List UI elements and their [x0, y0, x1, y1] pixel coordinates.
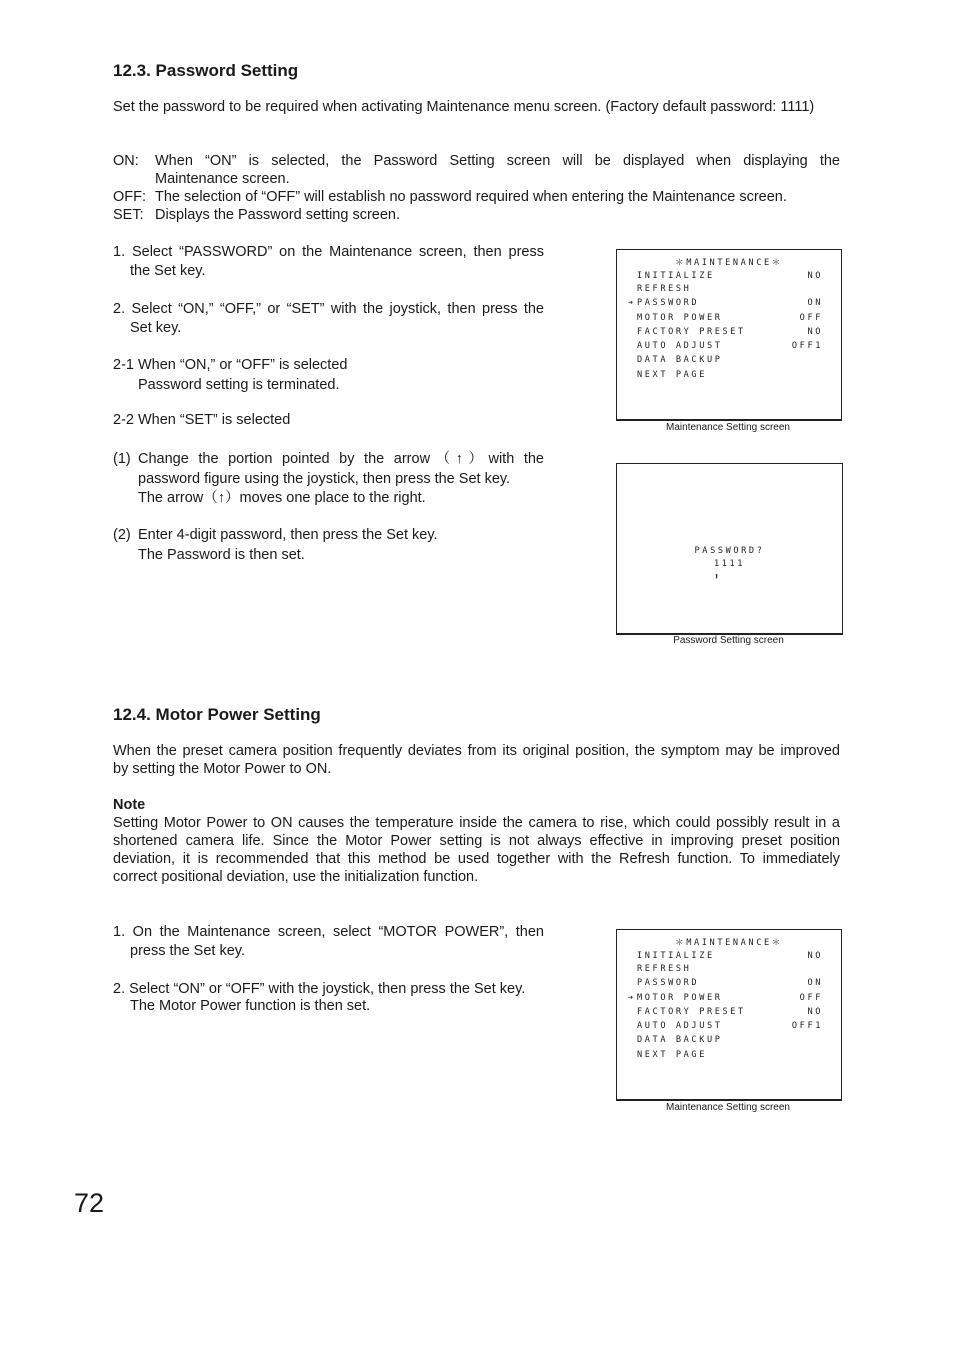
option-text-on-1: When “ON” is selected, the Password Setting screen will be displayed when displaying the — [155, 153, 840, 169]
cursor-arrow-icon: ⬆ — [714, 572, 720, 582]
menu-row-initialize — [637, 271, 823, 283]
motor-step-1-line-1: 1. On the Maintenance screen, select “MOTOR POWER”, then — [113, 924, 544, 940]
menu-row-factory-preset — [637, 327, 823, 339]
menu-value: NO — [807, 1007, 823, 1017]
step-2-line-2: Set key. — [130, 320, 182, 336]
menu-value: NO — [807, 951, 823, 961]
option-key-set: SET: — [113, 207, 144, 223]
menu-label: REFRESH — [637, 284, 692, 294]
menu-label: MOTOR POWER — [637, 313, 723, 323]
section-heading-password: 12.3. Password Setting — [113, 61, 299, 80]
maintenance-screen-motor-power — [616, 929, 842, 1101]
motor-intro-line-2: by setting the Motor Power to ON. — [113, 761, 332, 777]
step-1-line-1: 1. Select “PASSWORD” on the Maintenance screen, then press — [113, 244, 544, 260]
menu-row-motor-power — [637, 313, 823, 325]
motor-intro-line-1: When the preset camera position frequently deviates from its original position, the symptom may be improved — [113, 743, 840, 759]
note-title: Note — [113, 797, 146, 813]
password-intro: Set the password to be required when activating Maintenance menu screen. (Factory default password: 1111) — [113, 99, 815, 115]
substep-2-num: (2) — [113, 527, 131, 543]
menu-row-factory-preset — [637, 1007, 823, 1019]
substep-1-line-1: Change the portion pointed by the arrow（↑）with the — [138, 451, 544, 467]
menu-row-refresh — [637, 964, 823, 976]
option-text-off: The selection of “OFF” will establish no password required when entering the Maintenance screen. — [155, 189, 787, 205]
menu-value: OFF — [799, 313, 823, 323]
motor-step-1-line-2: press the Set key. — [130, 943, 245, 959]
screen-title: ＊MAINTENANCE＊ — [675, 258, 783, 268]
screen-caption: Password Setting screen — [673, 635, 784, 646]
substep-2-line-2: The Password is then set. — [138, 547, 305, 563]
password-setting-screen — [616, 463, 843, 635]
menu-label: AUTO ADJUST — [637, 1021, 723, 1031]
substep-1-line-3: The arrow（↑）moves one place to the right. — [138, 490, 426, 506]
step-2-line-1: 2. Select “ON,” “OFF,” or “SET” with the joystick, then press the — [113, 301, 544, 317]
menu-label: DATA BACKUP — [637, 1035, 723, 1045]
motor-step-2-line-2: The Motor Power function is then set. — [130, 998, 371, 1014]
substep-1-line-2: password figure using the joystick, then press the Set key. — [138, 471, 511, 487]
menu-row-auto-adjust — [637, 341, 823, 353]
menu-row-next-page — [637, 1050, 823, 1062]
menu-label: FACTORY PRESET — [637, 327, 746, 337]
menu-label: AUTO ADJUST — [637, 341, 723, 351]
page-number: 72 — [74, 1188, 105, 1218]
menu-value: ON — [807, 298, 823, 308]
option-key-off: OFF: — [113, 189, 147, 205]
note-line-2: shortened camera life. Since the Motor Power setting is not always effective in improving preset position — [113, 833, 840, 849]
menu-label: PASSWORD — [637, 298, 700, 308]
menu-value: OFF1 — [791, 1021, 823, 1031]
menu-label: NEXT PAGE — [637, 1050, 707, 1060]
option-text-set: Displays the Password setting screen. — [155, 207, 400, 223]
screen-title: ＊MAINTENANCE＊ — [675, 938, 783, 948]
note-line-1: Setting Motor Power to ON causes the temperature inside the camera to rise, which could possibly result in a — [113, 815, 840, 831]
menu-row-next-page — [637, 370, 823, 382]
menu-row-password — [628, 298, 823, 310]
option-key-on: ON: — [113, 153, 139, 169]
note-line-3: deviation, it is recommended that this method be used together with the Refresh function. To immediately — [113, 851, 840, 867]
menu-label: PASSWORD — [637, 978, 700, 988]
menu-row-password — [637, 978, 823, 990]
substep-1-num: (1) — [113, 451, 131, 467]
step-2-1-line-1: 2-1 When “ON,” or “OFF” is selected — [113, 357, 348, 373]
menu-value: OFF — [799, 993, 823, 1003]
motor-step-2-line-1: 2. Select “ON” or “OFF” with the joystick, then press the Set key. — [113, 981, 526, 997]
menu-row-initialize — [637, 951, 823, 963]
menu-value: ON — [807, 978, 823, 988]
substep-2-line-1: Enter 4-digit password, then press the Set key. — [138, 527, 438, 543]
selection-arrow-icon: ➔ — [628, 993, 634, 1003]
option-text-on-2: Maintenance screen. — [155, 171, 290, 187]
menu-row-auto-adjust — [637, 1021, 823, 1033]
menu-label: INITIALIZE — [637, 951, 715, 961]
menu-row-data-backup — [637, 1035, 823, 1047]
section-heading-motor-power: 12.4. Motor Power Setting — [113, 705, 321, 724]
menu-value: NO — [807, 327, 823, 337]
password-digits: 1111 — [713, 559, 746, 569]
password-prompt: PASSWORD? — [694, 546, 765, 556]
menu-label: MOTOR POWER — [637, 993, 723, 1003]
screen-caption: Maintenance Setting screen — [666, 1102, 790, 1113]
step-2-2-line-1: 2-2 When “SET” is selected — [113, 412, 291, 428]
menu-row-data-backup — [637, 355, 823, 367]
menu-label: DATA BACKUP — [637, 355, 723, 365]
menu-value: OFF1 — [791, 341, 823, 351]
menu-label: INITIALIZE — [637, 271, 715, 281]
menu-label: NEXT PAGE — [637, 370, 707, 380]
screen-caption: Maintenance Setting screen — [666, 422, 790, 433]
menu-row-refresh — [637, 284, 823, 296]
menu-value: NO — [807, 271, 823, 281]
menu-label: REFRESH — [637, 964, 692, 974]
step-2-1-line-2: Password setting is terminated. — [138, 377, 340, 393]
selection-arrow-icon: ➔ — [628, 298, 634, 308]
maintenance-screen-password — [616, 249, 842, 421]
step-1-line-2: the Set key. — [130, 263, 206, 279]
menu-label: FACTORY PRESET — [637, 1007, 746, 1017]
menu-row-motor-power — [628, 993, 823, 1005]
note-line-4: correct positional deviation, use the initialization function. — [113, 869, 479, 885]
